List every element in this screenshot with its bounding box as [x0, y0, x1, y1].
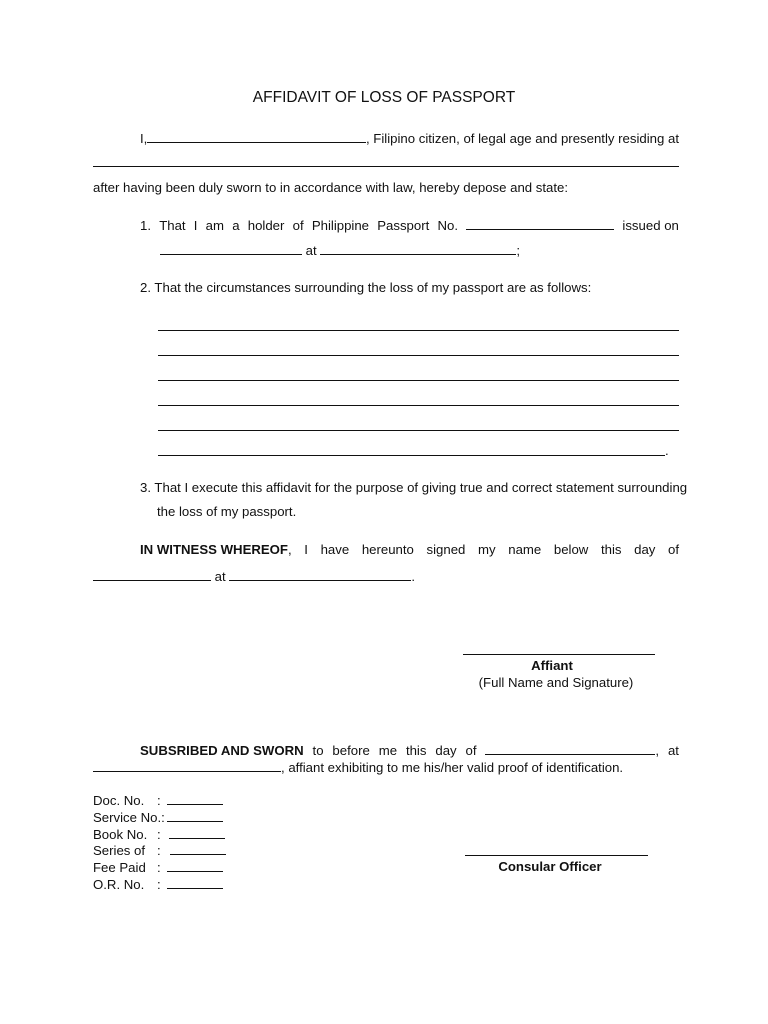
address-blank: [93, 166, 679, 167]
circumstances-blank-6: [158, 455, 665, 456]
item-1-end: ;: [516, 243, 521, 258]
intro-residing-text: , Filipino citizen, of legal age and presently residing at: [365, 131, 679, 146]
item-1-line-1: [140, 217, 679, 233]
registry-row-book-no: Book No. :: [93, 826, 225, 843]
intro-prefix: I,: [140, 131, 148, 146]
item-1-word: Passport: [377, 218, 430, 233]
circumstances-blank-1: [158, 330, 679, 331]
witness-end: .: [411, 569, 416, 584]
affiant-sub-label: (Full Name and Signature): [478, 675, 634, 690]
service-no-blank: [167, 809, 223, 822]
series-blank: [170, 842, 226, 855]
item-1-word: No.: [437, 218, 458, 233]
document-title: AFFIDAVIT OF LOSS OF PASSPORT: [252, 89, 516, 106]
item-1-word: am: [205, 218, 224, 233]
circumstances-blank-2: [158, 355, 679, 356]
sworn-place-blank: [93, 759, 281, 772]
witness-word: of: [668, 542, 679, 557]
witness-bold-text: IN WITNESS WHEREOF: [140, 542, 288, 557]
witness-line-2: [93, 568, 415, 584]
or-no-blank: [167, 876, 223, 889]
name-blank: [147, 130, 366, 143]
sworn-word: this: [405, 743, 427, 758]
sworn-comma: ,: [655, 743, 660, 758]
sworn-word: of: [465, 743, 477, 758]
sworn-line-2: [93, 759, 623, 775]
witness-at: at: [214, 569, 226, 584]
item-1-word: Philippine: [311, 218, 370, 233]
item-1-issued-on: issued on: [622, 218, 679, 233]
witness-word: name: [508, 542, 542, 557]
circumstances-blank-3: [158, 380, 679, 381]
circumstances-blank-5: [158, 430, 679, 431]
item-1-word: 1.: [140, 218, 151, 233]
item-2-text: 2. That the circumstances surrounding the loss of my passport are as follows:: [140, 280, 592, 295]
issue-date-blank: [160, 242, 302, 255]
registry-row-fee-paid: Fee Paid :: [93, 859, 223, 876]
witness-word: I: [304, 542, 308, 557]
witness-word: day: [634, 542, 656, 557]
item-1-at: at: [305, 243, 317, 258]
registry-row-service-no: Service No.:: [93, 809, 223, 826]
sworn-word: day: [435, 743, 457, 758]
witness-day-blank: [93, 568, 211, 581]
sworn-at: at: [667, 743, 679, 758]
registry-row-doc-no: Doc. No. :: [93, 792, 223, 809]
witness-word: my: [478, 542, 496, 557]
witness-word: have: [320, 542, 350, 557]
witness-bold-phrase: IN WITNESS WHEREOF,: [140, 542, 292, 557]
intro-line-1: [140, 130, 679, 146]
fee-paid-blank: [167, 859, 223, 872]
item-1-line-2: [160, 242, 520, 258]
sworn-day-group: [485, 742, 659, 758]
item-1-word: of: [292, 218, 304, 233]
sworn-word: me: [378, 743, 398, 758]
item-1-word: a: [232, 218, 240, 233]
item-3-line-1: 3. That I execute this affidavit for the purpose of giving true and correct statement surrounding: [140, 480, 688, 495]
sworn-word: to: [312, 743, 324, 758]
item-3-line-2: the loss of my passport.: [157, 504, 297, 519]
sworn-bold-text: SUBSRIBED AND SWORN: [140, 743, 304, 758]
item-1-word: That: [159, 218, 186, 233]
issue-place-blank: [320, 242, 516, 255]
witness-word: below: [553, 542, 589, 557]
sworn-word: before: [332, 743, 370, 758]
sworn-day-blank: [485, 742, 655, 755]
affiant-label: Affiant: [531, 658, 573, 673]
item-2-end: .: [665, 443, 669, 458]
passport-no-blank: [466, 217, 614, 230]
sworn-proof-text: , affiant exhibiting to me his/her valid proof of identification.: [281, 760, 624, 775]
witness-word: this: [600, 542, 622, 557]
sworn-line-1: [140, 742, 679, 758]
witness-place-blank: [229, 568, 411, 581]
item-1-word: holder: [247, 218, 285, 233]
witness-line-1: [140, 542, 679, 557]
intro-line-2: after having been duly sworn to in accordance with law, hereby depose and state:: [93, 180, 569, 195]
doc-no-blank: [167, 792, 223, 805]
consular-officer-label: Consular Officer: [498, 859, 602, 874]
consular-signature-line: [465, 855, 648, 856]
witness-word: signed: [426, 542, 466, 557]
registry-row-or-no: O.R. No. :: [93, 876, 223, 893]
witness-word: hereunto: [361, 542, 414, 557]
book-no-blank: [169, 826, 225, 839]
affiant-signature-line: [463, 654, 655, 655]
circumstances-blank-4: [158, 405, 679, 406]
item-1-word: I: [193, 218, 198, 233]
registry-row-series: Series of :: [93, 842, 226, 859]
